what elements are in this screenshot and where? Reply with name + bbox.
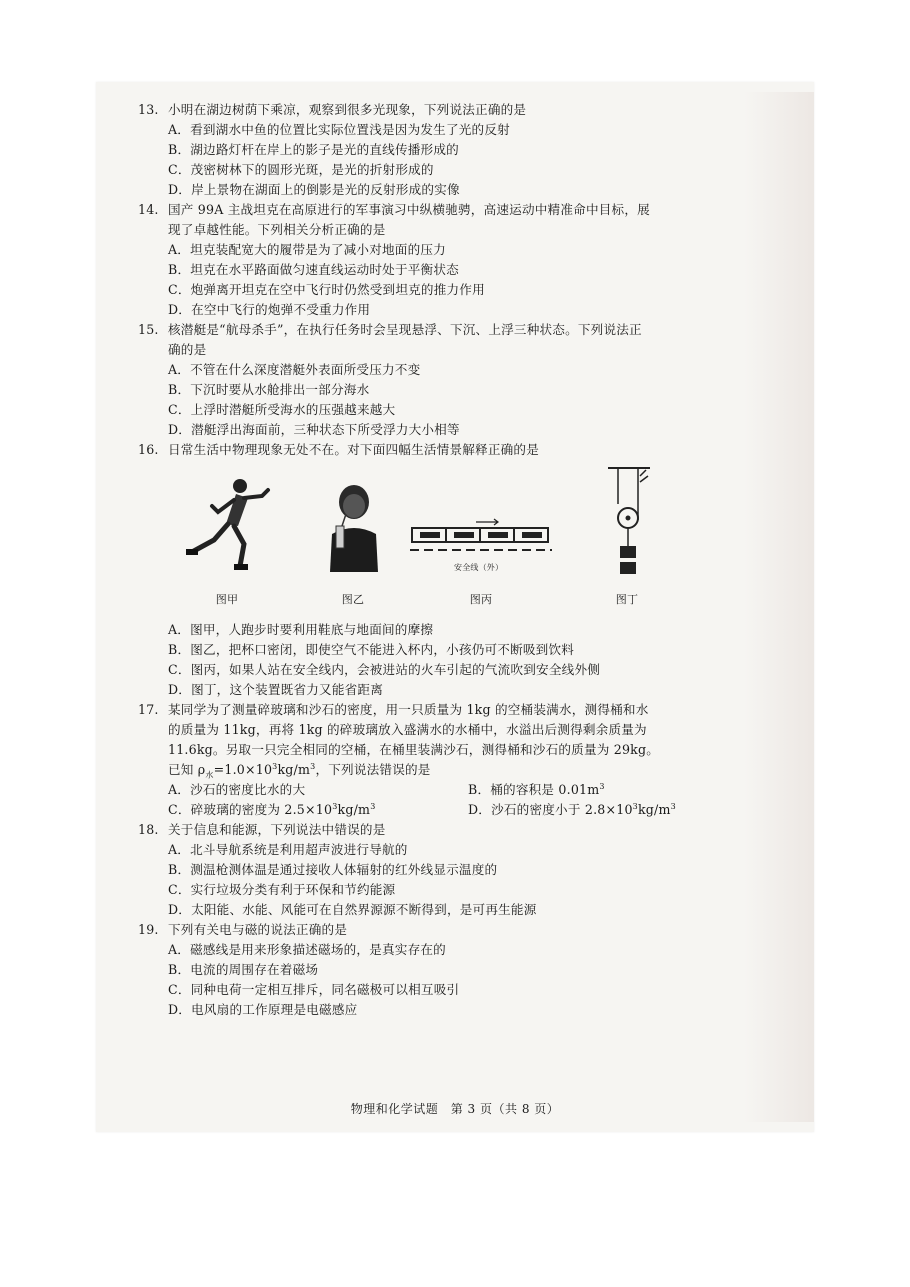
text: B．桶的容积是 0.01m [468,782,600,797]
question-stem [138,320,778,340]
page-content [138,100,778,1020]
option-b: B．坦克在水平路面做匀速直线运动时处于平衡状态 [168,262,459,277]
stem-text: 核潜艇是“航母杀手”，在执行任务时会呈现悬浮、下沉、上浮三种状态。下列说法正 [168,322,642,337]
option-c: C．实行垃圾分类有利于环保和节约能源 [168,882,396,897]
stem-continuation: 11.6kg。另取一只完全相同的空桶，在桶里装满沙石，测得桶和沙石的质量为 29kg。 [168,742,660,757]
text: C．碎玻璃的密度为 2.5×10 [168,802,333,817]
text: D．沙石的密度小于 2.8×10 [468,802,633,817]
question-stem [138,200,778,220]
page-footer: 物理和化学试题 第 3 页（共 8 页） [350,1102,560,1116]
options-row-2 [138,800,778,820]
figure-caption-1: 图甲 [215,593,239,606]
option-c [168,800,468,820]
option-c: C．炮弹离开坦克在空中飞行时仍然受到坦克的推力作用 [168,282,485,297]
option-a: A．北斗导航系统是利用超声波进行导航的 [168,842,408,857]
question-14 [138,200,778,320]
question-stem [138,920,778,940]
option-d: D．潜艇浮出海面前，三种状态下所受浮力大小相等 [168,422,460,437]
figure-row [138,464,778,614]
stem-continuation-density [138,760,778,780]
option-d: D．电风扇的工作原理是电磁感应 [168,1002,358,1017]
stem-continuation: 的质量为 11kg，再将 1kg 的碎玻璃放入盛满水的水桶中，水溢出后测得剩余质量为 [168,722,647,737]
superscript: 3 [310,761,316,771]
stem-continuation: 确的是 [168,342,207,357]
question-number: 19. [138,922,159,937]
running-person-figure [178,472,278,572]
superscript: 3 [632,801,638,811]
option-c: C．茂密树林下的圆形光斑，是光的折射形成的 [168,162,434,177]
stem-text: 下列有关电与磁的说法正确的是 [168,922,348,937]
question-17 [138,700,778,820]
subscript: 水 [205,770,214,780]
option-d [468,800,768,820]
superscript: 3 [332,801,338,811]
stem-text: 日常生活中物理现象无处不在。对下面四幅生活情景解释正确的是 [168,442,540,457]
option-c: C．图丙，如果人站在安全线内，会被进站的火车引起的气流吹到安全线外侧 [168,662,601,677]
question-number: 17. [138,702,159,717]
stem-text: 某同学为了测量碎玻璃和沙石的密度，用一只质量为 1kg 的空桶装满水，测得桶和水 [168,702,649,717]
figure-caption-2: 图乙 [341,593,365,606]
question-number: 16. [138,442,159,457]
option-b [468,780,768,800]
text: ，下列说法错误的是 [315,762,431,777]
option-b: B．下沉时要从水舱排出一部分海水 [168,382,370,397]
stem-text: 小明在湖边树荫下乘凉，观察到很多光现象，下列说法正确的是 [168,102,527,117]
question-stem [138,820,778,840]
option-b: B．电流的周围存在着磁场 [168,962,319,977]
option-a: A．不管在什么深度潜艇外表面所受压力不变 [168,362,421,377]
superscript: 3 [370,801,376,811]
question-16 [138,440,778,700]
figure-caption-4: 图丁 [615,593,639,606]
option-a: A．看到湖水中鱼的位置比实际位置浅是因为发生了光的反射 [168,122,510,137]
safety-line-label: 安全线（外） [454,563,504,572]
question-stem [138,440,778,460]
option-d: D．太阳能、水能、风能可在自然界源源不断得到，是可再生能源 [168,902,537,917]
text: =1.0×10 [213,762,273,777]
option-b: B．图乙，把杯口密闭，即使空气不能进入杯内，小孩仍可不断吸到饮料 [168,642,575,657]
option-c: C．上浮时潜艇所受海水的压强越来越大 [168,402,396,417]
question-number: 14. [138,202,159,217]
option-a: A．沙石的密度比水的大 [168,782,306,797]
question-number: 18. [138,822,159,837]
stem-text: 关于信息和能源，下列说法中错误的是 [168,822,386,837]
stem-text: 国产 99A 主战坦克在高原进行的军事演习中纵横驰骋，高速运动中精准命中目标，展 [168,202,650,217]
question-15 [138,320,778,440]
option-c: C．同种电荷一定相互排斥，同名磁极可以相互吸引 [168,982,460,997]
question-number: 13. [138,102,159,117]
option-d: D．图丁，这个装置既省力又能省距离 [168,682,383,697]
question-13 [138,100,778,200]
text: kg/m [337,802,371,817]
text: 已知 ρ [168,762,206,777]
option-b: B．湖边路灯杆在岸上的影子是光的直线传播形成的 [168,142,459,157]
options-row-1 [138,780,778,800]
question-18 [138,820,778,920]
pulley-figure [604,464,654,584]
figure-caption-3: 图丙 [469,593,493,606]
question-stem [138,100,778,120]
question-stem [138,700,778,720]
child-drinking-figure [318,482,388,572]
option-a: A．坦克装配宽大的履带是为了减小对地面的压力 [168,242,446,257]
text: kg/m [637,802,671,817]
option-d: D．岸上景物在湖面上的倒影是光的反射形成的实像 [168,182,460,197]
option-d: D．在空中飞行的炮弹不受重力作用 [168,302,371,317]
superscript: 3 [272,761,278,771]
exam-page [96,82,814,1132]
stem-continuation: 现了卓越性能。下列相关分析正确的是 [168,222,386,237]
text: kg/m [277,762,311,777]
question-19 [138,920,778,1020]
question-number: 15. [138,322,159,337]
superscript: 3 [599,781,605,791]
option-b: B．测温枪测体温是通过接收人体辐射的红外线显示温度的 [168,862,498,877]
option-a: A．磁感线是用来形象描述磁场的，是真实存在的 [168,942,446,957]
option-a: A．图甲，人跑步时要利用鞋底与地面间的摩擦 [168,622,434,637]
superscript: 3 [670,801,676,811]
